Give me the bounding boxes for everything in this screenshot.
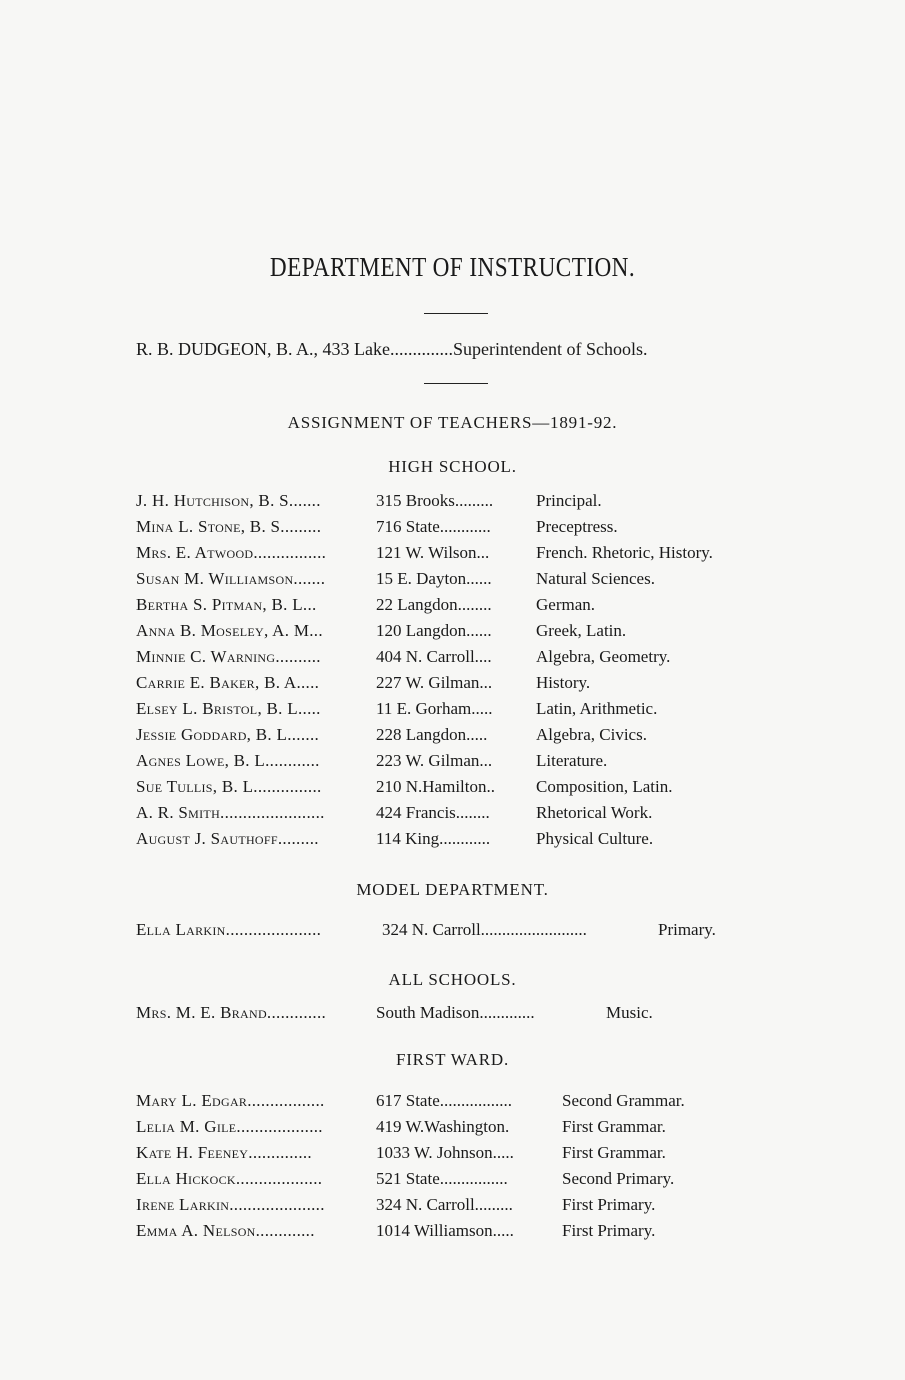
teacher-address: South Madison............. <box>376 1003 535 1022</box>
teacher-address: 617 State................. <box>376 1091 512 1110</box>
teacher-address: 324 N. Carroll......................... <box>382 920 587 939</box>
assignment-heading: ASSIGNMENT OF TEACHERS—1891-92. <box>287 413 618 432</box>
teacher-name: Sue Tullis, B. L............... <box>136 777 322 796</box>
teacher-name: Mina L. Stone, B. S......... <box>136 517 322 536</box>
all-schools-heading: ALL SCHOOLS. <box>388 970 517 989</box>
teacher-subject: Music. <box>606 1003 653 1022</box>
teacher-subject: Rhetorical Work. <box>536 803 653 822</box>
teacher-name: Mrs. E. Atwood................ <box>136 543 327 562</box>
teacher-name: Kate H. Feeney.............. <box>136 1143 312 1162</box>
high-school-heading: HIGH SCHOOL. <box>388 457 517 476</box>
teacher-name: Elsey L. Bristol, B. L..... <box>136 699 321 718</box>
teacher-name: Ella Larkin..................... <box>136 920 322 939</box>
teacher-name: Ella Hickock................... <box>136 1169 323 1188</box>
teacher-name: Jessie Goddard, B. L....... <box>136 725 320 744</box>
teacher-name: Emma A. Nelson............. <box>136 1221 315 1240</box>
teacher-address: 11 E. Gorham..... <box>376 699 493 718</box>
teacher-address: 227 W. Gilman... <box>376 673 493 692</box>
teacher-subject: Second Grammar. <box>562 1091 685 1110</box>
teacher-name: Minnie C. Warning.......... <box>136 647 321 666</box>
teacher-subject: First Grammar. <box>562 1117 666 1136</box>
teacher-address: 424 Francis........ <box>376 803 490 822</box>
teacher-subject: Natural Sciences. <box>536 569 655 588</box>
teacher-address: 1033 W. Johnson..... <box>376 1143 514 1162</box>
teacher-name: A. R. Smith....................... <box>136 803 325 822</box>
teacher-address: 15 E. Dayton...... <box>376 569 492 588</box>
teacher-address: 1014 Williamson..... <box>376 1221 514 1240</box>
teacher-subject: Literature. <box>536 751 608 770</box>
teacher-subject: Algebra, Civics. <box>536 725 647 744</box>
page-title: DEPARTMENT OF INSTRUCTION. <box>269 252 636 282</box>
teacher-subject: Greek, Latin. <box>536 621 627 640</box>
teacher-name: Carrie E. Baker, B. A..... <box>136 673 320 692</box>
teacher-subject: First Grammar. <box>562 1143 666 1162</box>
first-ward-heading: FIRST WARD. <box>395 1050 510 1069</box>
teacher-address: 121 W. Wilson... <box>376 543 490 562</box>
teacher-address: 22 Langdon........ <box>376 595 492 614</box>
teacher-name: Mrs. M. E. Brand............. <box>136 1003 327 1022</box>
teacher-subject: First Primary. <box>562 1221 656 1240</box>
teacher-subject: Principal. <box>536 491 602 510</box>
teacher-name: Agnes Lowe, B. L............ <box>136 751 320 770</box>
teacher-address: 120 Langdon...... <box>376 621 492 640</box>
teacher-name: Lelia M. Gile................... <box>136 1117 323 1136</box>
teacher-subject: German. <box>536 595 596 614</box>
teacher-address: 324 N. Carroll......... <box>376 1195 513 1214</box>
teacher-subject: Preceptress. <box>536 517 618 536</box>
teacher-name: Bertha S. Pitman, B. L... <box>136 595 317 614</box>
teacher-subject: Physical Culture. <box>536 829 654 848</box>
teacher-name: August J. Sauthoff......... <box>136 829 319 848</box>
teacher-name: J. H. Hutchison, B. S....... <box>136 491 321 510</box>
teacher-name: Susan M. Williamson....... <box>136 569 326 588</box>
teacher-address: 419 W.Washington. <box>376 1117 510 1136</box>
teacher-address: 315 Brooks......... <box>376 491 494 510</box>
teacher-address: 716 State............ <box>376 517 491 536</box>
teacher-address: 404 N. Carroll.... <box>376 647 492 666</box>
teacher-subject: Composition, Latin. <box>536 777 673 796</box>
teacher-subject: First Primary. <box>562 1195 656 1214</box>
teacher-address: 210 N.Hamilton.. <box>376 777 495 796</box>
superintendent-line: R. B. DUDGEON, B. A., 433 Lake..............Superintendent of Schools. <box>136 339 648 359</box>
teacher-name: Irene Larkin..................... <box>136 1195 325 1214</box>
teacher-address: 223 W. Gilman... <box>376 751 493 770</box>
teacher-address: 228 Langdon..... <box>376 725 488 744</box>
teacher-subject: History. <box>536 673 591 692</box>
teacher-name: Anna B. Moseley, A. M... <box>136 621 323 640</box>
teacher-subject: Primary. <box>658 920 716 939</box>
title-divider <box>424 313 488 314</box>
superintendent-divider <box>424 383 488 384</box>
teacher-subject: Latin, Arithmetic. <box>536 699 658 718</box>
model-department-heading: MODEL DEPARTMENT. <box>356 880 549 899</box>
teacher-subject: French. Rhetoric, History. <box>536 543 713 562</box>
teacher-subject: Algebra, Geometry. <box>536 647 671 666</box>
teacher-name: Mary L. Edgar................. <box>136 1091 325 1110</box>
teacher-subject: Second Primary. <box>562 1169 675 1188</box>
teacher-address: 521 State................ <box>376 1169 508 1188</box>
teacher-address: 114 King............ <box>376 829 491 848</box>
